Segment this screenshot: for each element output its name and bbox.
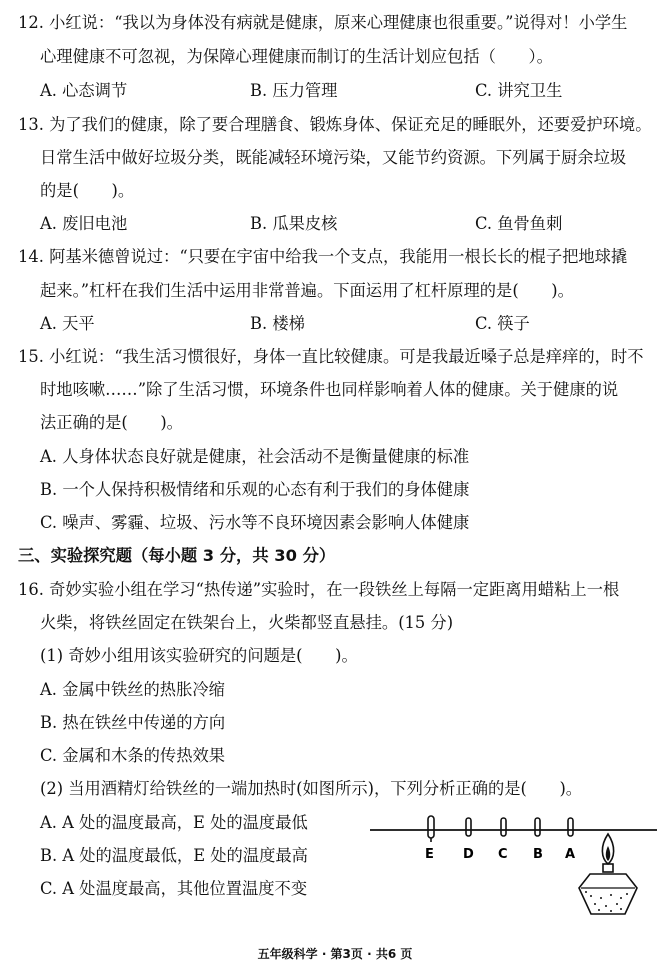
q15-line3: 法正确的是( )。 <box>40 413 183 432</box>
q16-sub2-option-c: C. A 处温度最高，其他位置温度不变 <box>40 879 308 898</box>
q13-option-c: C. 鱼骨鱼刺 <box>475 214 563 233</box>
q15-line2: 时地咳嗽……”除了生活习惯，环境条件也同样影响着人体的健康。关于健康的说 <box>40 380 619 399</box>
q12-line1: 12. 小红说：“我以为身体没有病就是健康，原来心理健康也很重要。”说得对！小学生 <box>18 13 628 32</box>
q16-line2: 火柴，将铁丝固定在铁架台上，火柴都竖直悬挂。(15 分) <box>40 613 454 632</box>
match-b <box>535 818 540 836</box>
q14-line2: 起来。”杠杆在我们生活中运用非常普遍。下面运用了杠杆原理的是( )。 <box>40 281 574 300</box>
match-c <box>501 818 506 836</box>
section-heading: 三、实验探究题（每小题 3 分，共 30 分） <box>18 546 336 565</box>
q15-option-c: C. 噪声、雾霾、垃圾、污水等不良环境因素会影响人体健康 <box>40 513 470 532</box>
q16-sub1-option-a: A. 金属中铁丝的热胀冷缩 <box>40 680 225 699</box>
q16-sub1-option-b: B. 热在铁丝中传递的方向 <box>40 713 226 732</box>
q14-option-c: C. 筷子 <box>475 314 530 333</box>
label-e: E <box>425 847 434 862</box>
q14-option-b: B. 楼梯 <box>250 314 305 333</box>
match-a <box>568 818 573 836</box>
q14-line1: 14. 阿基米德曾说过：“只要在宇宙中给我一个支点，我能用一根长长的棍子把地球撬 <box>18 247 628 266</box>
q15-line1: 15. 小红说：“我生活习惯很好，身体一直比较健康。可是我最近嗓子总是痒痒的，时不 <box>18 347 644 366</box>
q16-sub2-option-a: A. A 处的温度最高，E 处的温度最低 <box>40 813 308 832</box>
q12-option-b: B. 压力管理 <box>250 81 338 100</box>
heat-transfer-figure <box>365 808 665 926</box>
q12-option-a: A. 心态调节 <box>40 81 128 100</box>
q14-option-a: A. 天平 <box>40 314 95 333</box>
q15-option-b: B. 一个人保持积极情绪和乐观的心态有利于我们的身体健康 <box>40 480 470 499</box>
q13-option-b: B. 瓜果皮核 <box>250 214 338 233</box>
q12-line2: 心理健康不可忽视，为保障心理健康而制订的生活计划应包括（ ）。 <box>40 47 553 66</box>
q13-line2: 日常生活中做好垃圾分类，既能减轻环境污染，又能节约资源。下列属于厨余垃圾 <box>40 148 627 167</box>
alcohol-lamp <box>579 834 637 914</box>
q13-line1: 13. 为了我们的健康，除了要合理膳食、锻炼身体、保证充足的睡眠外，还要爱护环境。 <box>18 115 652 134</box>
q15-option-a: A. 人身体状态良好就是健康，社会活动不是衡量健康的标准 <box>40 447 470 466</box>
label-d: D <box>463 847 474 862</box>
q16-sub2-option-b: B. A 处的温度最低，E 处的温度最高 <box>40 846 308 865</box>
q13-line3: 的是( )。 <box>40 181 135 200</box>
q16-sub1-option-c: C. 金属和木条的传热效果 <box>40 746 226 765</box>
label-b: B <box>533 847 543 862</box>
q12-option-c: C. 讲究卫生 <box>475 81 563 100</box>
page-footer: 五年级科学 · 第3页 · 共6 页 <box>257 947 413 961</box>
label-c: C <box>498 847 508 862</box>
q16-sub2: (2) 当用酒精灯给铁丝的一端加热时(如图所示)，下列分析正确的是( )。 <box>40 779 583 798</box>
q16-line1: 16. 奇妙实验小组在学习“热传递”实验时，在一段铁丝上每隔一定距离用蜡粘上一根 <box>18 580 620 599</box>
match-e <box>428 816 434 842</box>
q16-sub1: (1) 奇妙小组用该实验研究的问题是( )。 <box>40 646 358 665</box>
label-a: A <box>565 847 576 862</box>
match-d <box>466 818 471 836</box>
q13-option-a: A. 废旧电池 <box>40 214 128 233</box>
